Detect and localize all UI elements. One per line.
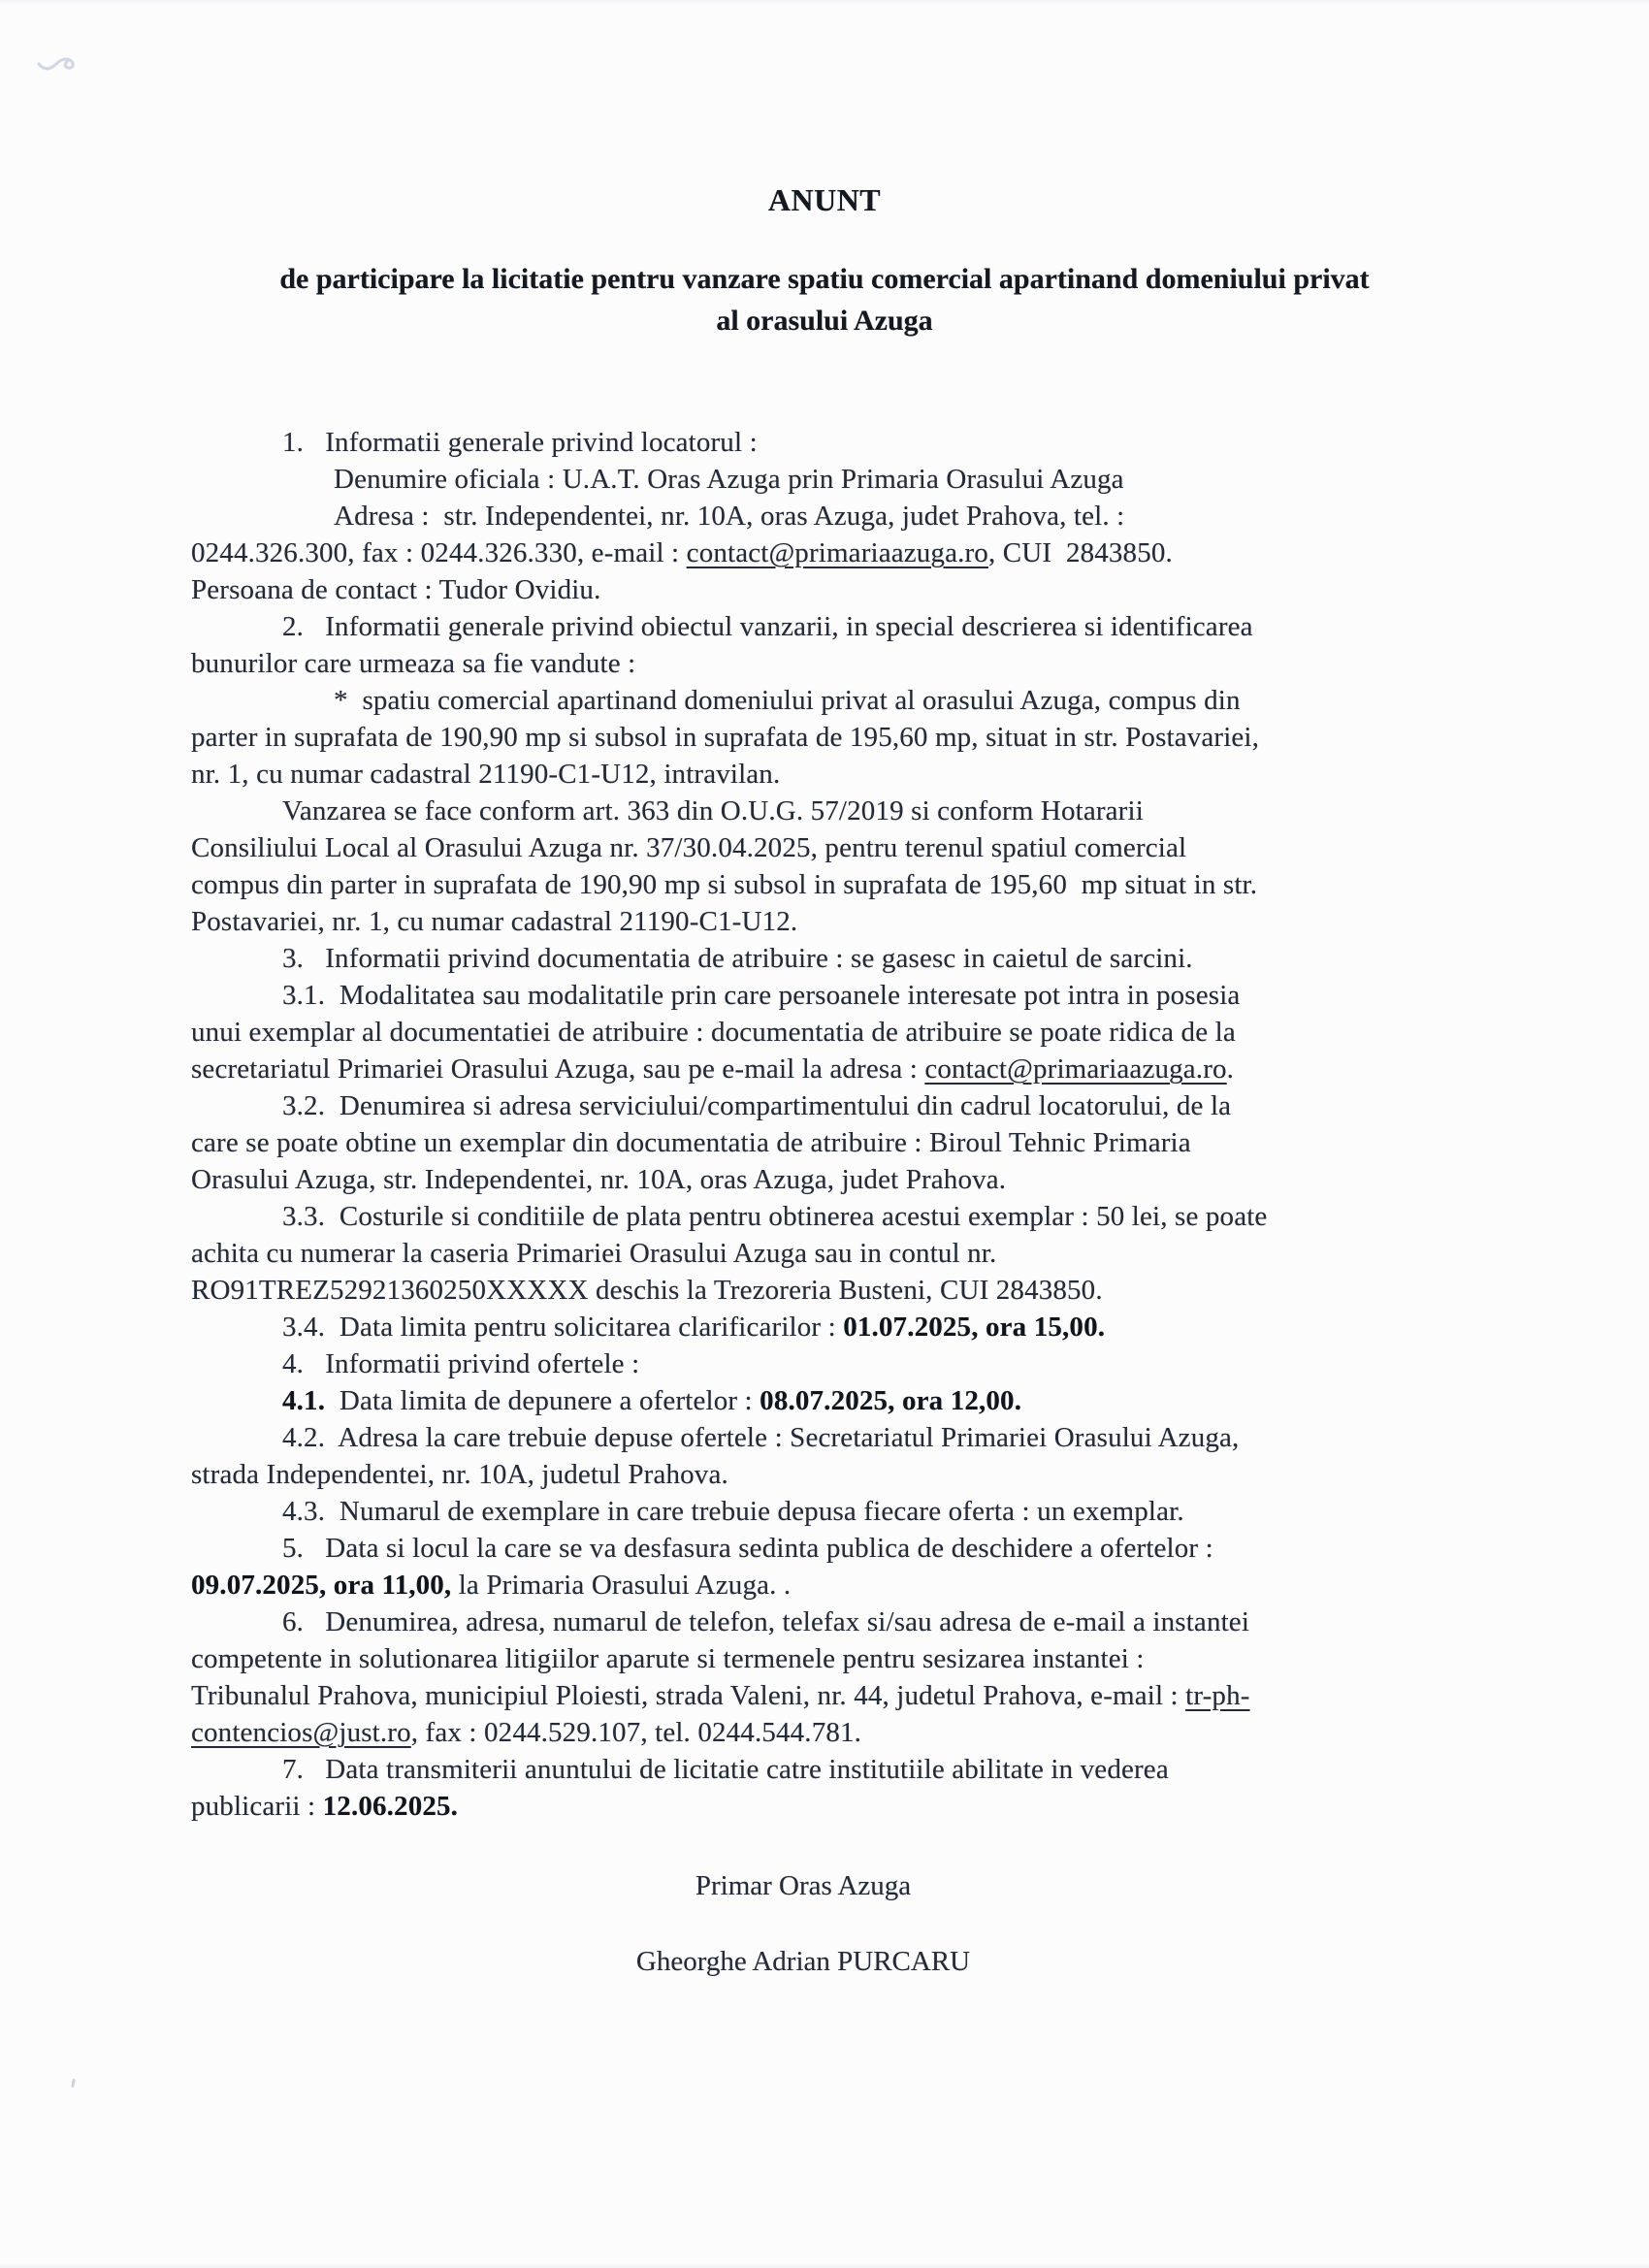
document-line [191, 424, 1415, 461]
text-run: 01.07.2025, ora 15,00. [843, 1312, 1106, 1343]
document-line [191, 1235, 1415, 1272]
text-run: parter in suprafata de 190,90 mp si subsol in suprafata de 195,60 mp, situat in str. Postavariei, [191, 722, 1260, 753]
document-line [191, 498, 1415, 535]
text-run: 0244.326.300, fax : 0244.326.330, e-mail : [191, 537, 687, 568]
subtitle-line-2: al orasului Azuga [716, 305, 933, 337]
text-run: Orasului Azuga, str. Independentei, nr. 10A, oras Azuga, judet Prahova. [191, 1164, 1007, 1195]
underlined-contact-text: contact@primariaazuga.ro [686, 537, 988, 568]
text-run: * spatiu comercial apartinand domeniului privat al orasului Azuga, compus din [334, 685, 1241, 716]
text-run: 4. Informatii privind ofertele : [282, 1348, 640, 1379]
text-run: RO91TREZ52921360250XXXXX deschis la Trezoreria Busteni, CUI 2843850. [191, 1275, 1103, 1306]
document-line [191, 1161, 1415, 1198]
text-run: 1. Informatii generale privind locatorul : [282, 427, 758, 458]
document-line [191, 1714, 1415, 1751]
document-subtitle [0, 258, 1649, 341]
document-line [191, 1272, 1415, 1309]
text-run: publicarii : [191, 1791, 323, 1822]
subtitle-line-1: de participare la licitatie pentru vanzare spatiu comercial apartinand domeniului privat [279, 263, 1370, 295]
document-line [191, 1456, 1415, 1493]
document-line [191, 1309, 1415, 1345]
signature-role: Primar Oras Azuga [695, 1870, 912, 1901]
signature-name: Gheorghe Adrian PURCARU [635, 1946, 971, 1977]
document-line [191, 1677, 1415, 1714]
document-line [191, 829, 1415, 866]
text-run: strada Independentei, nr. 10A, judetul Prahova. [191, 1459, 728, 1490]
text-run: , fax : 0244.529.107, tel. 0244.544.781. [410, 1717, 862, 1748]
text-run: Vanzarea se face conform art. 363 din O.U.G. 57/2019 si conform Hotararii [282, 795, 1144, 826]
text-run: 3.2. Denumirea si adresa serviciului/compartimentului din cadrul locatorului, de la [282, 1090, 1232, 1121]
document-line [191, 571, 1415, 608]
document-line [191, 719, 1415, 756]
document-line [191, 977, 1415, 1014]
text-run: care se poate obtine un exemplar din documentatia de atribuire : Biroul Tehnic Primaria [191, 1127, 1191, 1158]
text-run: 4.2. Adresa la care trebuie depuse ofertele : Secretariatul Primariei Orasului Azuga, [282, 1422, 1240, 1453]
document-line [191, 535, 1415, 571]
document-line [191, 1604, 1415, 1640]
text-run: Data limita de depunere a ofertelor : [325, 1385, 760, 1416]
document-line [191, 1751, 1415, 1788]
document-line [191, 866, 1415, 903]
text-run: Consiliului Local al Orasului Azuga nr. 37/30.04.2025, pentru terenul spatiul comercial [191, 832, 1187, 863]
document-line [191, 1345, 1415, 1382]
text-run: secretariatul Primariei Orasului Azuga, sau pe e-mail la adresa : [191, 1053, 925, 1085]
document-line [191, 1640, 1415, 1677]
text-run: Tribunalul Prahova, municipiul Ploiesti, strada Valeni, nr. 44, judetul Prahova, e-mail : [191, 1680, 1186, 1711]
text-run: unui exemplar al documentatiei de atribuire : documentatia de atribuire se poate ridica de la [191, 1017, 1236, 1048]
document-line [191, 1382, 1415, 1419]
text-run: 3.3. Costurile si conditiile de plata pentru obtinerea acestui exemplar : 50 lei, se poate [282, 1201, 1268, 1232]
document-line [191, 1493, 1415, 1530]
text-run: 09.07.2025, ora 11,00, [191, 1570, 452, 1601]
text-run: 3.4. Data limita pentru solicitarea clarificarilor : [282, 1312, 844, 1343]
scan-speck-artifact [71, 2079, 76, 2088]
document-line [191, 1051, 1415, 1087]
text-run: compus din parter in suprafata de 190,90 mp si subsol in suprafata de 195,60 mp situat in str. [191, 869, 1258, 900]
text-run: 7. Data transmiterii anuntului de licitatie catre institutiile abilitate in vederea [282, 1754, 1169, 1785]
text-run: 4.3. Numarul de exemplare in care trebuie depusa fiecare oferta : un exemplar. [282, 1496, 1184, 1527]
text-run: Persoana de contact : Tudor Ovidiu. [191, 574, 601, 605]
document-line [191, 940, 1415, 977]
document-line [191, 645, 1415, 682]
text-run: Postavariei, nr. 1, cu numar cadastral 21190-C1-U12. [191, 906, 798, 937]
text-run: 6. Denumirea, adresa, numarul de telefon, telefax si/sau adresa de e-mail a instantei [282, 1606, 1250, 1637]
document-line [191, 1198, 1415, 1235]
text-run: competente in solutionarea litigiilor aparute si termenele pentru sesizarea instantei : [191, 1643, 1145, 1674]
document-line [191, 793, 1415, 829]
document-line [191, 756, 1415, 793]
underlined-contact-text: contencios@just.ro [191, 1717, 411, 1748]
text-run: achita cu numerar la caseria Primariei Orasului Azuga sau in contul nr. [191, 1238, 997, 1269]
text-run: Denumire oficiala : U.A.T. Oras Azuga prin Primaria Orasului Azuga [334, 464, 1124, 495]
document-lines [191, 424, 1415, 1825]
document-line [191, 903, 1415, 940]
text-run: 12.06.2025. [322, 1791, 459, 1822]
text-run: la Primaria Orasului Azuga. . [451, 1570, 792, 1601]
text-run: 2. Informatii generale privind obiectul vanzarii, in special descrierea si identificarea [282, 611, 1253, 642]
text-run: Adresa : str. Independentei, nr. 10A, oras Azuga, judet Prahova, tel. : [334, 501, 1125, 532]
text-run: 08.07.2025, ora 12,00. [760, 1385, 1022, 1416]
document-line [191, 1087, 1415, 1124]
text-run: , CUI 2843850. [987, 537, 1173, 568]
underlined-contact-text: tr-ph- [1185, 1680, 1250, 1711]
underlined-contact-text: contact@primariaazuga.ro [924, 1053, 1227, 1085]
document-line [191, 1788, 1415, 1825]
text-run: 3.1. Modalitatea sau modalitatile prin care persoanele interesate pot intra in posesia [282, 980, 1241, 1011]
text-run: 3. Informatii privind documentatia de atribuire : se gasesc in caietul de sarcini. [282, 943, 1193, 974]
document-line [191, 682, 1415, 719]
text-run: 4.1. [282, 1385, 326, 1416]
document-line [191, 608, 1415, 645]
document-title: ANUNT [767, 182, 882, 217]
document-line [191, 461, 1415, 498]
document-line [191, 1124, 1415, 1161]
document-line [191, 1567, 1415, 1604]
text-run: 5. Data si locul la care se va desfasura sedinta publica de deschidere a ofertelor : [282, 1533, 1213, 1564]
document-line [191, 1419, 1415, 1456]
pen-squiggle-mark [37, 51, 81, 75]
text-run: nr. 1, cu numar cadastral 21190-C1-U12, intravilan. [191, 759, 781, 790]
document-line [191, 1530, 1415, 1567]
text-run: bunurilor care urmeaza sa fie vandute : [191, 648, 636, 679]
text-run: . [1226, 1053, 1235, 1085]
document-line [191, 1014, 1415, 1051]
